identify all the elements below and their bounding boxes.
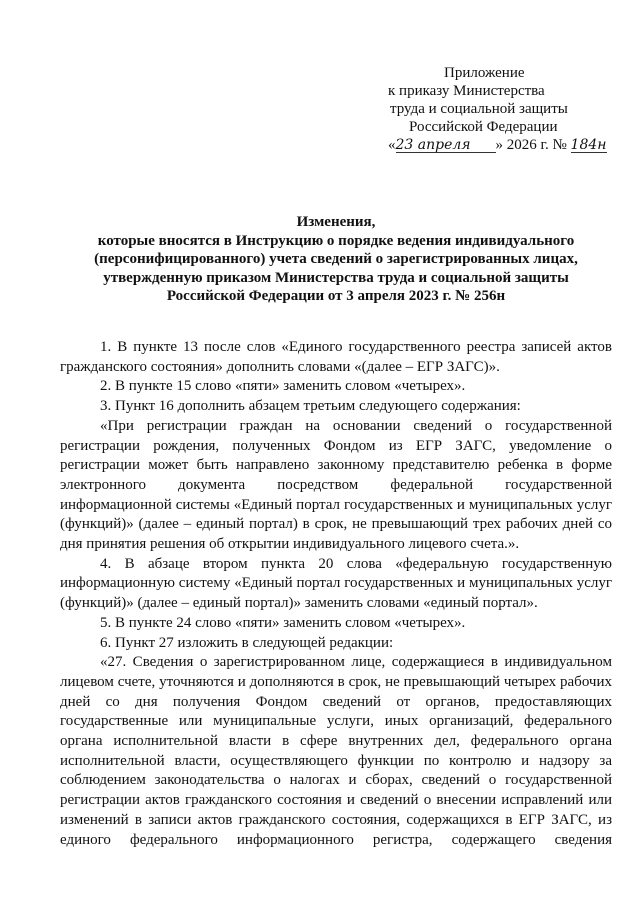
document-body: [60, 338, 612, 850]
paragraph-3: 3. Пункт 16 дополнить абзацем третьим следующего содержания:: [100, 398, 521, 415]
appendix-line: труда и социальной защиты: [390, 101, 568, 117]
appendix-line: к приказу Министерства: [388, 83, 545, 99]
date-close-quote: »: [495, 137, 503, 153]
handwritten-date: 23 апреля: [396, 138, 496, 153]
title-line: (персонифицированного) учета сведений о зарегистрированных лицах,: [94, 251, 578, 268]
paragraph-2: 2. В пункте 15 слово «пяти» заменить словом «четырех».: [100, 378, 466, 395]
title-line: Российской Федерации от 3 апреля 2023 г. № 256н: [166, 288, 506, 305]
document-title: [60, 213, 612, 306]
title-line: которые вносятся в Инструкцию о порядке ведения индивидуального: [97, 232, 575, 249]
date-open-quote: «: [388, 137, 396, 153]
title-line: Изменения,: [296, 214, 376, 230]
paragraph-4: «При регистрации граждан на основании сведений о государственной регистрации рождения, полученных Фондом из ЕГР ЗАГС, уведомление о регистрации может быть направлено законному представителю ребенка в форме электронного документа посредством федеральной государственной информационной системы «Единый портал государственных и муниципальных услуг (функций)» (далее – единый портал) в срок, не превышающий трех рабочих дней со дня принятия решения об открытии индивидуального лицевого счета.».: [60, 417, 612, 553]
title-line: утвержденную приказом Министерства труда и социальной защиты: [103, 269, 569, 286]
paragraph-1: 1. В пункте 13 после слов «Единого государственного реестра записей актов гражданского состояния» дополнить словами «(далее – ЕГР ЗАГС)».: [60, 339, 612, 375]
appendix-block: [380, 64, 630, 154]
paragraph-5: 4. В абзаце втором пункта 20 слова «федеральную государственную информационную систему «Единый портал государственных и муниципальных услуг (функций)» (далее – единый портал)» заменить словами «единый портал».: [60, 555, 612, 612]
appendix-line: Российской Федерации: [409, 119, 558, 135]
appendix-date-line: [380, 136, 630, 154]
handwritten-order-number: 184н: [570, 137, 607, 153]
paragraph-6: 5. В пункте 24 слово «пяти» заменить словом «четырех».: [100, 614, 466, 631]
appendix-line: Приложение: [444, 65, 525, 81]
paragraph-8: «27. Сведения о зарегистрированном лице, содержащиеся в индивидуальном лицевом счете, уточняются и дополняются в срок, не превышающий четырех рабочих дней со дня получения Фондом сведений от органов, предоставляющих государственные или муниципальные услуги, иных организаций, федерального органа исполнительной власти в сфере внутренних дел, федерального органа исполнительной власти, осуществляющего функции по контролю и надзору за соблюдением законодательства о налогах и сборах, сведений о государственной регистрации актов гражданского состояния и сведений о внесении исправлений или изменений в записи актов гражданского состояния, содержащихся в ЕГР ЗАГС, из единого федерального информационного регистра, содержащего сведения: [60, 654, 612, 848]
date-year: 2026 г. №: [506, 137, 567, 153]
paragraph-7: 6. Пункт 27 изложить в следующей редакции:: [100, 634, 394, 651]
